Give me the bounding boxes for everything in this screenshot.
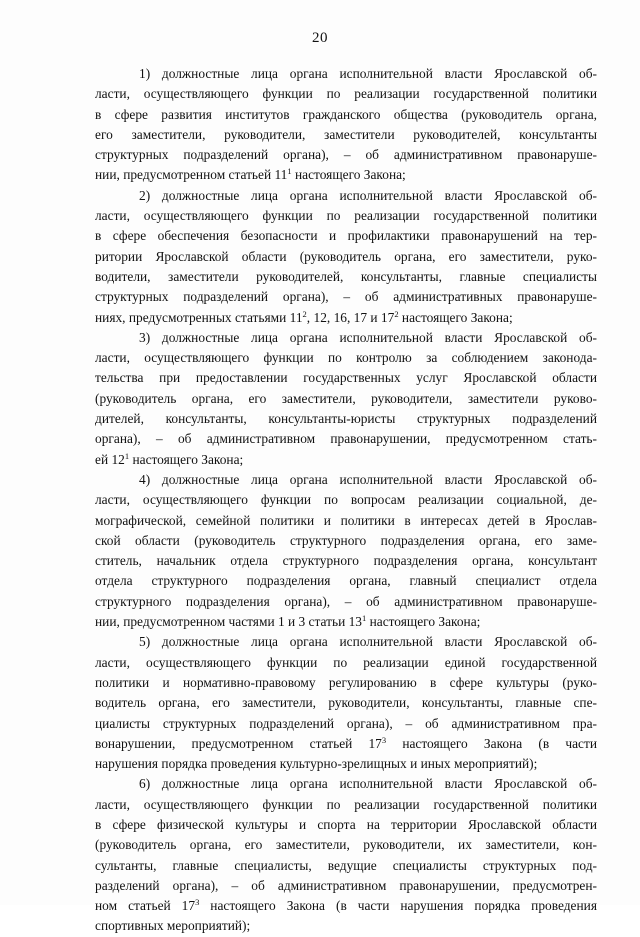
text-run: ласти, осуществляющего функции по реализации государственной политики xyxy=(95,86,597,102)
superscript: 2 xyxy=(302,308,307,319)
text-run: структурных подразделений органа), – об административном правонаруше- xyxy=(95,147,597,163)
text-line xyxy=(95,470,597,490)
paragraph-item-4 xyxy=(95,470,597,632)
text-run: дителей, консультанты, консультанты-юристы структурных подразделений xyxy=(95,411,597,427)
text-line xyxy=(95,490,597,510)
paragraph-item-3 xyxy=(95,328,597,470)
page-number: 20 xyxy=(312,30,328,46)
text-run: отдела структурного подразделения органа, главный специалист отдела xyxy=(95,573,597,589)
text-run: (руководитель органа, его заместители, руководители, заместители руково- xyxy=(95,390,597,406)
text-line xyxy=(95,186,597,206)
text-run: ласти, осуществляющего функции по контролю за соблюдением законода- xyxy=(95,350,597,366)
text-line xyxy=(95,450,597,470)
text-line xyxy=(95,267,597,287)
text-line xyxy=(95,389,597,409)
text-run: настоящего Закона; xyxy=(366,614,481,630)
text-line xyxy=(95,287,597,307)
text-line xyxy=(95,815,597,835)
text-line xyxy=(95,612,597,632)
text-run: разделений органа), – об административном правонарушении, предусмотрен- xyxy=(95,877,597,893)
text-run: органа), – об административном правонарушении, предусмотренном стать- xyxy=(95,431,597,447)
superscript: 3 xyxy=(195,897,200,908)
text-line xyxy=(95,247,597,267)
text-run: 6) должностные лица органа исполнительной власти Ярославской об- xyxy=(139,776,597,792)
text-line xyxy=(95,835,597,855)
text-run: настоящего Закона; xyxy=(129,451,244,467)
text-line xyxy=(95,571,597,591)
text-run: 3) должностные лица органа исполнительной власти Ярославской об- xyxy=(139,329,597,345)
text-run: 5) должностные лица органа исполнительной власти Ярославской об- xyxy=(139,634,597,650)
text-run: нии, предусмотренном статьей 11 xyxy=(95,167,288,183)
text-run: , 12, 16, 17 и 17 xyxy=(306,309,395,325)
text-line xyxy=(95,673,597,693)
text-line xyxy=(95,84,597,104)
text-run: ской области (руководитель структурного подразделения органа, его заме- xyxy=(95,532,597,548)
text-run: настоящего Закона (в части нарушения порядка проведения xyxy=(199,898,597,914)
text-run: водитель органа, его заместители, руководители, консультанты, главные спе- xyxy=(95,695,597,711)
text-line xyxy=(95,795,597,815)
document-body xyxy=(95,64,597,937)
text-line xyxy=(95,916,597,936)
text-run: его заместители, руководители, заместители руководителей, консультанты xyxy=(95,126,597,142)
text-run: политики и нормативно-правовому регулированию в сфере культуры (руко- xyxy=(95,674,597,690)
text-line xyxy=(95,145,597,165)
text-line xyxy=(95,328,597,348)
text-run: в сфере физической культуры и спорта на территории Ярославской области xyxy=(95,816,597,832)
text-run: 4) должностные лица органа исполнительной власти Ярославской об- xyxy=(139,471,597,487)
text-run: вонарушении, предусмотренном статьей 17 xyxy=(95,735,382,751)
text-line xyxy=(95,125,597,145)
text-line xyxy=(95,105,597,125)
text-line xyxy=(95,592,597,612)
text-run: ритории Ярославской области (руководитель органа, его заместители, руко- xyxy=(95,248,597,264)
text-run: ласти, осуществляющего функции по реализации государственной политики xyxy=(95,796,597,812)
paragraph-item-2 xyxy=(95,186,597,328)
text-line xyxy=(95,774,597,794)
paragraph-item-5 xyxy=(95,632,597,774)
text-line xyxy=(95,896,597,916)
text-run: спортивных мероприятий); xyxy=(95,918,251,934)
paragraph-item-6 xyxy=(95,774,597,936)
superscript: 1 xyxy=(361,613,367,624)
text-run: (руководитель органа, его заместители, руководители, их заместители, кон- xyxy=(95,837,597,853)
text-run: настоящего Закона; xyxy=(398,309,513,325)
text-run: ласти, осуществляющего функции по реализации единой государственной xyxy=(95,654,597,670)
text-line xyxy=(95,308,597,328)
text-line xyxy=(95,734,597,754)
text-run: ласти, осуществляющего функции по вопросам реализации социальной, де- xyxy=(95,492,597,508)
text-run: ей 12 xyxy=(95,451,125,467)
text-run: сультанты, главные специалисты, ведущие специалисты структурных под- xyxy=(95,857,597,873)
paragraph-item-1 xyxy=(95,64,597,186)
text-line xyxy=(95,632,597,652)
text-line xyxy=(95,429,597,449)
text-run: ном статьей 17 xyxy=(95,898,196,914)
text-line xyxy=(95,368,597,388)
text-run: ниях, предусмотренных статьями 11 xyxy=(95,309,303,325)
text-line xyxy=(95,511,597,531)
text-run: нии, предусмотренном частями 1 и 3 статьи 13 xyxy=(95,614,362,630)
text-run: тельства при предоставлении государственных услуг Ярославской области xyxy=(95,370,597,386)
text-run: водители, заместители руководителей, консультанты, главные специалисты xyxy=(95,268,597,284)
text-run: 1) должностные лица органа исполнительной власти Ярославской об- xyxy=(139,66,597,81)
text-line xyxy=(95,531,597,551)
text-line xyxy=(95,64,597,84)
text-line xyxy=(95,856,597,876)
superscript: 3 xyxy=(381,734,387,745)
text-line xyxy=(95,714,597,734)
text-line xyxy=(95,165,597,185)
text-line xyxy=(95,409,597,429)
text-line xyxy=(95,693,597,713)
text-line xyxy=(95,876,597,896)
text-line xyxy=(95,348,597,368)
superscript: 1 xyxy=(287,166,292,177)
text-line xyxy=(95,206,597,226)
text-run: структурного подразделения органа), – об административном правонаруше- xyxy=(95,593,597,609)
text-run: ститель, начальник отдела структурного подразделения органа, консультант xyxy=(95,553,597,569)
text-run: в сфере обеспечения безопасности и профилактики правонарушений на тер- xyxy=(95,228,597,244)
superscript: 2 xyxy=(394,308,399,319)
text-run: настоящего Закона; xyxy=(291,167,406,183)
text-line xyxy=(95,653,597,673)
text-line xyxy=(95,226,597,246)
text-run: настоящего Закона (в части xyxy=(386,735,598,751)
text-run: нарушения порядка проведения культурно-зрелищных и иных мероприятий); xyxy=(95,756,538,772)
text-run: циалисты структурных подразделений органа), – об административном пра- xyxy=(95,715,597,731)
text-run: структурных подразделений органа), – об административных правонаруше- xyxy=(95,289,597,305)
text-run: ласти, осуществляющего функции по реализации государственной политики xyxy=(95,208,597,224)
superscript: 1 xyxy=(124,450,130,461)
text-line xyxy=(95,754,597,774)
text-line xyxy=(95,551,597,571)
text-run: 2) должностные лица органа исполнительной власти Ярославской об- xyxy=(139,187,597,203)
text-run: мографической, семейной политики и политики в интересах детей в Ярослав- xyxy=(95,512,597,528)
text-run: в сфере развития институтов гражданского общества (руководитель органа, xyxy=(95,106,597,122)
